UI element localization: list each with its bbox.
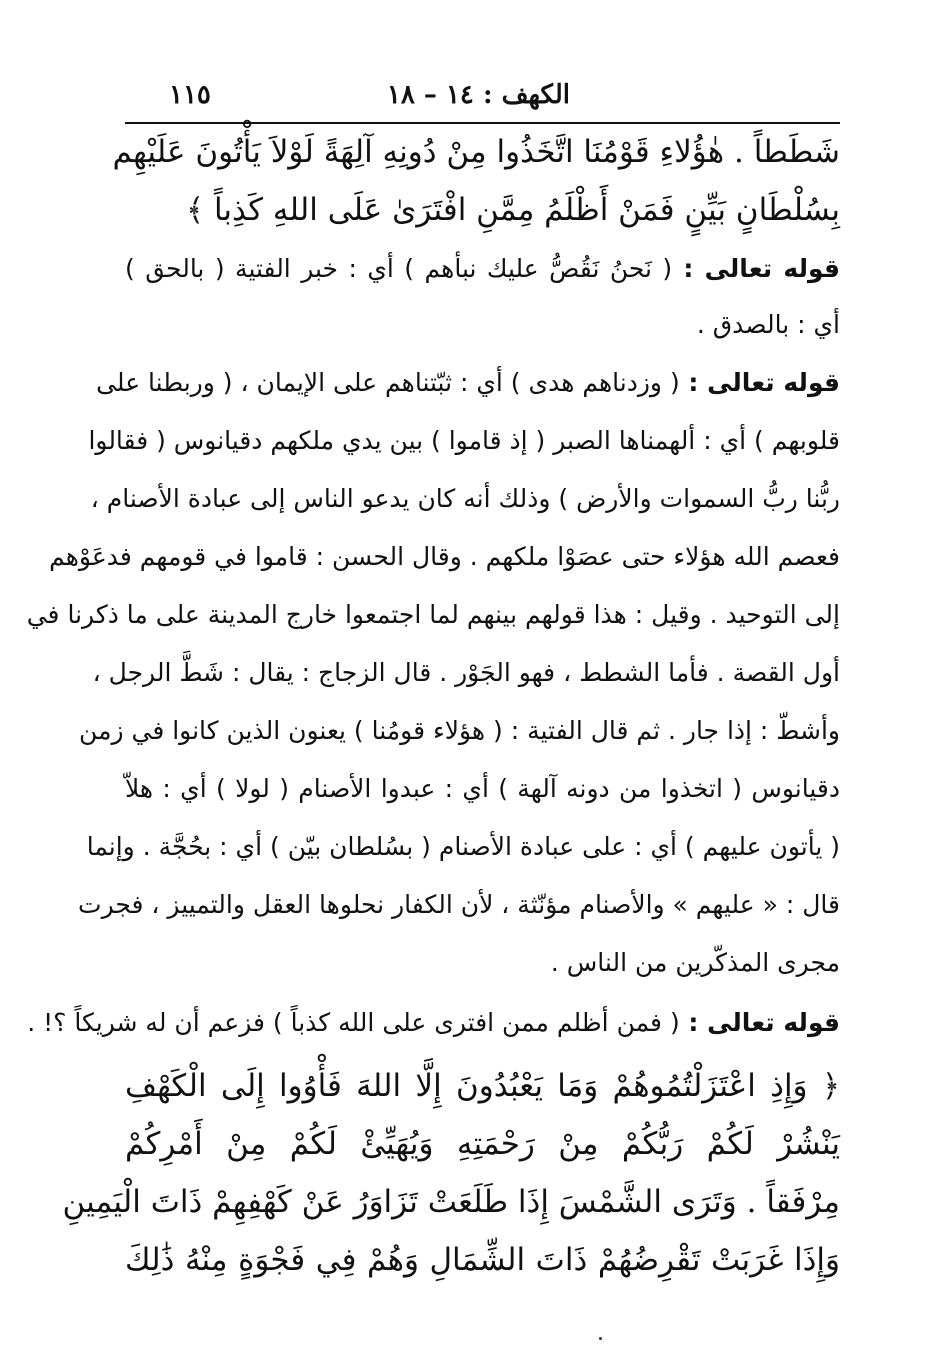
commentary-line — [49, 542, 840, 571]
verse-reference-label: قوله تعالى : — [672, 254, 840, 283]
line-text: ( وزدناهم هدى ) أي : ثبّتناهم على الإيمان ، ( وربطنا على — [96, 368, 680, 397]
line-text: ربُّنا ربُّ السموات والأرض ) وذلك أنه كان يدعو الناس إلى عبادة الأصنام ، — [90, 484, 840, 513]
commentary-line — [125, 254, 840, 283]
page-mark — [599, 1337, 602, 1340]
line-text: ( نَحنُ نَقُصُّ عليك نبأهم ) أي : خبر الفتية ( بالحق ) — [125, 254, 673, 283]
verse-reference-label: قوله تعالى : — [679, 1008, 840, 1037]
commentary-line — [78, 890, 840, 919]
verse-reference-label: قوله تعالى : — [679, 368, 840, 397]
header-rule — [125, 122, 840, 124]
line-text: قلوبهم ) أي : ألهمناها الصبر ( إذ قاموا ) بين يدي ملكهم دقيانوس ( فقالوا — [88, 426, 840, 455]
line-text: فعصم الله هؤلاء حتى عصَوْا ملكهم . وقال الحسن : قاموا في قومهم فدعَوْهم — [49, 542, 840, 571]
line-text: ( يأتون عليهم ) أي : على عبادة الأصنام ( بسُلطان بيّن ) أي : بحُجَّة . وإنما — [86, 832, 840, 861]
chapter-title: الكهف : ١٤ – ١٨ — [386, 80, 570, 110]
quran-verse-line — [125, 1126, 840, 1162]
quran-verse-line — [62, 1184, 840, 1220]
line-text: دقيانوس ( اتخذوا من دونه آلهة ) أي : عبدوا الأصنام ( لولا ) أي : هلاّ — [125, 774, 840, 803]
line-text: وَإِذَا غَرَبَتْ تَقْرِضُهُمْ ذَاتَ الشِّمَالِ وَهُمْ فِي فَجْوَةٍ مِنْهُ ذَٰلِكَ — [125, 1242, 840, 1278]
line-text: شَطَطاً . هٰؤُلاءِ قَوْمُنَا اتَّخَذُوا مِنْ دُونِهِ آلِهَةً لَوْلاَ يَأْتُونَ عَلَيْهِم — [112, 134, 840, 170]
line-text: مِرْفَقاً . وَتَرَى الشَّمْسَ إِذَا طَلَعَتْ تَزَاوَرُ عَنْ كَهْفِهِمْ ذَاتَ الْيَمِينِ — [62, 1184, 840, 1220]
commentary-line — [90, 484, 840, 513]
line-text: ( فمن أظلم ممن افترى على الله كذباً ) فزعم أن له شريكاً ؟! . — [27, 1008, 680, 1037]
commentary-line — [125, 310, 840, 339]
quran-verse-line — [125, 192, 840, 228]
commentary-line — [88, 426, 840, 455]
line-text: قال : « عليهم » والأصنام مؤنّثة ، لأن الكفار نحلوها العقل والتمييز ، فجرت — [78, 890, 840, 919]
line-text: وأشطّ : إذا جار . ثم قال الفتية : ( هؤلاء قومُنا ) يعنون الذين كانوا في زمن — [79, 716, 840, 745]
commentary-line — [86, 832, 840, 861]
commentary-line — [79, 716, 840, 745]
running-header — [125, 80, 840, 124]
commentary-line — [26, 600, 840, 629]
line-text: ﴿ وَإِذِ اعْتَزَلْتُمُوهُمْ وَمَا يَعْبُدُونَ إِلَّا اللهَ فَأْوُوا إِلَى الْكَهْفِ — [125, 1068, 840, 1104]
commentary-line — [92, 658, 840, 687]
page-number: ١١٥ — [169, 80, 211, 110]
quran-verse-line — [125, 1242, 840, 1278]
commentary-line — [96, 368, 840, 397]
commentary-line — [27, 1008, 840, 1037]
line-text: مجرى المذكّرين من الناس . — [550, 948, 840, 977]
commentary-line — [125, 774, 840, 803]
quran-verse-line — [125, 1068, 840, 1104]
line-text: إلى التوحيد . وقيل : هذا قولهم بينهم لما اجتمعوا خارج المدينة على ما ذكرنا في — [26, 600, 840, 629]
line-text: أول القصة . فأما الشطط ، فهو الجَوْر . قال الزجاج : يقال : شَطَّ الرجل ، — [92, 658, 840, 687]
line-text: بِسُلْطَانٍ بَيِّنٍ فَمَنْ أَظْلَمُ مِمَّنِ افْتَرَىٰ عَلَى اللهِ كَذِباً ﴾ — [185, 192, 840, 228]
quran-verse-line — [112, 134, 840, 170]
line-text: يَنْشُرْ لَكُمْ رَبُّكُمْ مِنْ رَحْمَتِهِ وَيُهَيِّئْ لَكُمْ مِنْ أَمْرِكُمْ — [125, 1126, 840, 1162]
commentary-line — [125, 948, 840, 977]
line-text: أي : بالصدق . — [696, 310, 840, 339]
